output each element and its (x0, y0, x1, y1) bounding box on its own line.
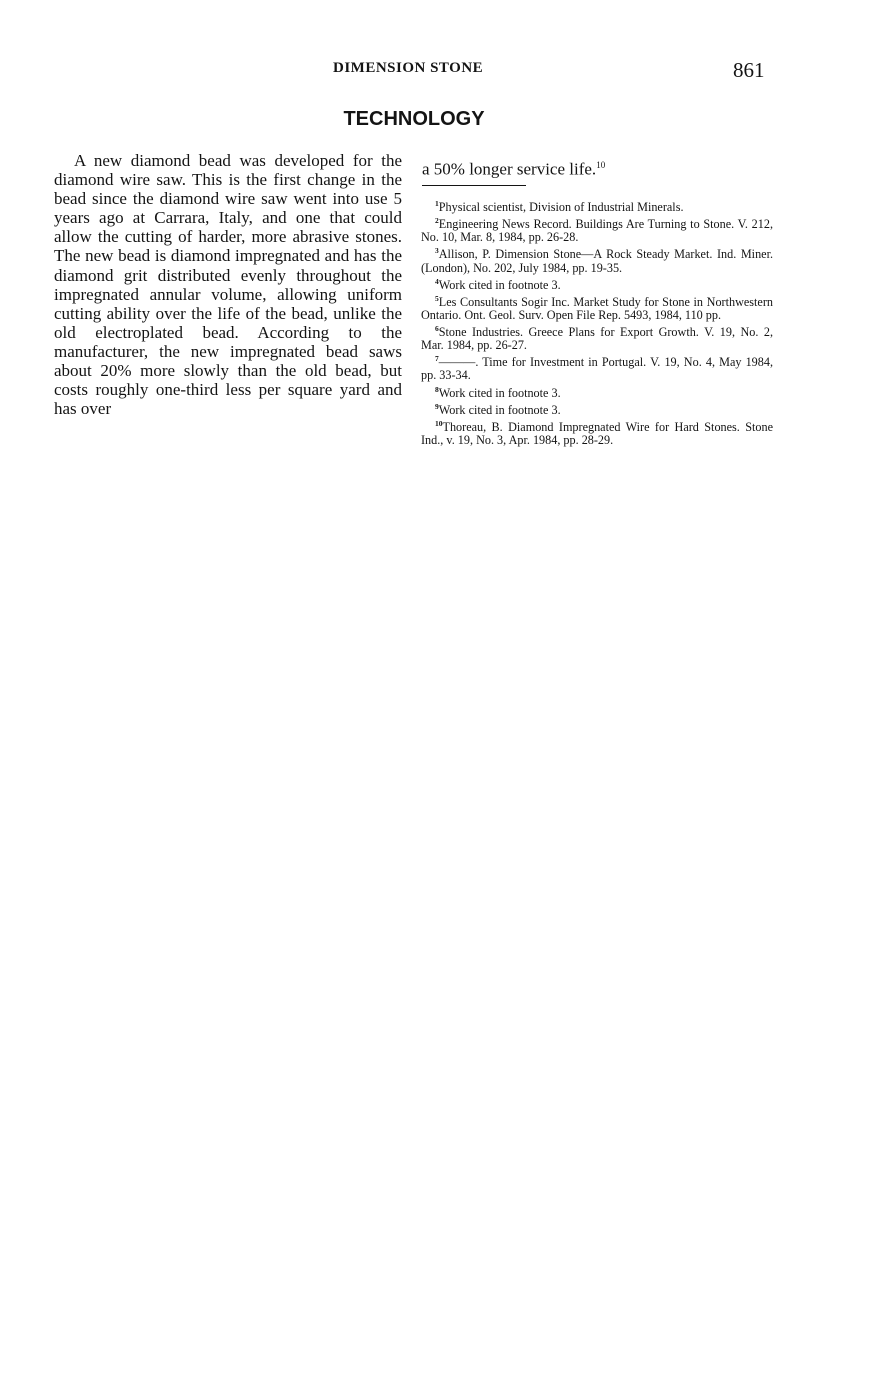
body-continuation (422, 156, 605, 179)
footnote (421, 383, 773, 400)
continuation-text: a 50% longer service life. (422, 159, 597, 179)
footnote-number: 8 (435, 384, 439, 394)
footnote (421, 244, 773, 274)
footnote-text: Engineering News Record. Buildings Are Turning to Stone. V. 212, No. 10, Mar. 8, 1984, pp. 26-28. (421, 217, 773, 245)
footnote-number: 1 (435, 199, 439, 208)
footnote (421, 417, 773, 447)
running-head: DIMENSION STONE (333, 60, 484, 76)
footnote-number: 6 (435, 324, 439, 334)
footnote (421, 400, 773, 417)
section-title: TECHNOLOGY (343, 108, 485, 130)
footnote-number: 3 (435, 246, 439, 256)
footnote-text: Physical scientist, Division of Industrial Minerals. (438, 200, 684, 215)
page-number: 861 (733, 58, 765, 82)
footnote-rule (422, 185, 526, 186)
footnote-text: Work cited in footnote 3. (438, 402, 561, 417)
footnote-number: 9 (435, 401, 439, 411)
footnote (421, 322, 773, 352)
footnote-text: Allison, P. Dimension Stone—A Rock Steady Market. Ind. Miner. (London), No. 202, July 1984, pp. 19-35. (421, 247, 773, 275)
footnote (421, 275, 773, 292)
footnote-number: 4 (435, 276, 439, 286)
body-paragraph: A new diamond bead was developed for the diamond wire saw. This is the first change in the bead since the diamond wire saw went into use 5 years ago at Carrara, Italy, and one that could allow the cutting of harder, more abrasive stones. The new bead is diamond impregnated and has the diamond grit distributed evenly throughout the impregnated annular volume, allowing uniform cutting ability over the life of the bead, unlike the old electroplated bead. According to the manufacturer, the new impregnated bead saws about 20% more slowly than the old bead, but costs roughly one-third less per square yard and has over (54, 151, 402, 419)
footnote-number: 10 (435, 418, 443, 428)
footnote-number: 7 (435, 354, 439, 364)
footnote-text: ———. Time for Investment in Portugal. V. 19, No. 4, May 1984, pp. 33-34. (421, 355, 773, 383)
footnote-text: Thoreau, B. Diamond Impregnated Wire for Hard Stones. Stone Ind., v. 19, No. 3, Apr. 1984, pp. 28-29. (421, 419, 773, 448)
footnotes (421, 197, 773, 447)
footnote-text: Work cited in footnote 3. (438, 385, 561, 400)
footnote-number: 5 (435, 293, 439, 303)
footnote-number: 2 (435, 216, 439, 226)
footnote (421, 292, 773, 322)
footnote-text: Stone Industries. Greece Plans for Export Growth. V. 19, No. 2, Mar. 1984, pp. 26-27. (421, 325, 773, 353)
footnote-reference: 10 (596, 160, 606, 170)
footnote-text: Les Consultants Sogir Inc. Market Study for Stone in Northwestern Ontario. Ont. Geol. Surv. Open File Rep. 5493, 1984, 110 pp. (421, 294, 773, 322)
footnote-text: Work cited in footnote 3. (438, 277, 561, 292)
footnote (421, 197, 773, 214)
footnote (421, 214, 773, 244)
footnote (421, 352, 773, 382)
